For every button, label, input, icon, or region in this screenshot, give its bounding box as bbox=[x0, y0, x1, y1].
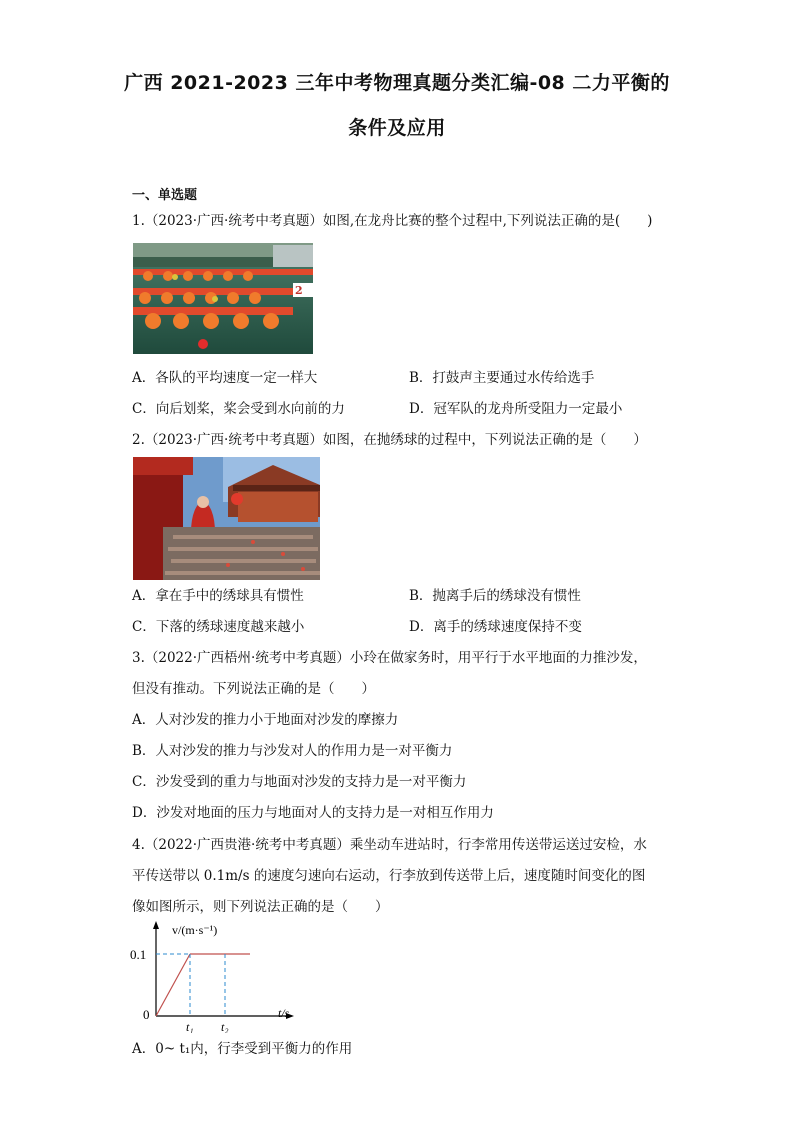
y-axis-arrow bbox=[153, 921, 159, 929]
question-1-stem: 1.（2023·广西·统考中考真题）如图,在龙舟比赛的整个过程中,下列说法正确的是( ) bbox=[132, 213, 653, 229]
velocity-ramp bbox=[156, 954, 190, 1016]
q3-option-d: D．沙发对地面的压力与地面对人的支持力是一对相互作用力 bbox=[132, 805, 494, 821]
q2-option-c: C．下落的绣球速度越来越小 bbox=[132, 619, 305, 635]
embroidered-ball-photo bbox=[133, 457, 320, 580]
q1-option-b: B．打鼓声主要通过水传给选手 bbox=[409, 370, 595, 386]
section-heading: 一、单选题 bbox=[132, 188, 198, 203]
q1-option-a: A．各队的平均速度一定一样大 bbox=[132, 370, 318, 386]
question-3-stem-line2: 但没有推动。下列说法正确的是（ ） bbox=[132, 681, 375, 697]
origin-label: 0 bbox=[143, 1007, 150, 1022]
q2-option-a: A．拿在手中的绣球具有惯性 bbox=[132, 588, 304, 604]
y-axis-label: v/(m·s⁻¹) bbox=[172, 923, 218, 937]
dragon-boat-photo bbox=[133, 243, 313, 354]
x-axis-label: t/s bbox=[278, 1006, 290, 1020]
q3-option-a: A．人对沙发的推力小于地面对沙发的摩擦力 bbox=[132, 712, 399, 728]
velocity-time-graph bbox=[128, 918, 308, 1033]
t2-label: t₂ bbox=[221, 1020, 229, 1033]
question-4-stem-line1: 4.（2022·广西贵港·统考中考真题）乘坐动车进站时，行李常用传送带运送过安检，水 bbox=[132, 837, 647, 853]
question-4-stem-line2: 平传送带以 0.1m/s 的速度匀速向右运动，行李放到传送带上后，速度随时间变化的图 bbox=[132, 868, 646, 884]
doc-title-line2: 条件及应用 bbox=[348, 117, 446, 139]
q3-option-b: B．人对沙发的推力与沙发对人的作用力是一对平衡力 bbox=[132, 743, 453, 759]
question-3-stem-line1: 3.（2022·广西梧州·统考中考真题）小玲在做家务时，用平行于水平地面的力推沙发， bbox=[132, 650, 647, 666]
doc-title-line1: 广西 2021-2023 三年中考物理真题分类汇编-08 二力平衡的 bbox=[124, 72, 670, 94]
svg-text:2: 2 bbox=[295, 284, 303, 297]
q3-option-c: C．沙发受到的重力与地面对沙发的支持力是一对平衡力 bbox=[132, 774, 467, 790]
question-2-stem: 2.（2023·广西·统考中考真题）如图，在抛绣球的过程中，下列说法正确的是（ ） bbox=[132, 432, 647, 448]
q2-option-d: D．离手的绣球速度保持不变 bbox=[409, 619, 582, 635]
y-tick-label: 0.1 bbox=[130, 947, 147, 962]
q2-option-b: B．抛离手后的绣球没有惯性 bbox=[409, 588, 581, 604]
q1-option-c: C．向后划桨，桨会受到水向前的力 bbox=[132, 401, 345, 417]
q4-option-a: A．0~ t₁内，行李受到平衡力的作用 bbox=[132, 1041, 353, 1057]
t1-label: t₁ bbox=[186, 1020, 194, 1033]
question-4-stem-line3: 像如图所示，则下列说法正确的是（ ） bbox=[132, 899, 389, 915]
q1-option-d: D．冠军队的龙舟所受阻力一定最小 bbox=[409, 401, 623, 417]
